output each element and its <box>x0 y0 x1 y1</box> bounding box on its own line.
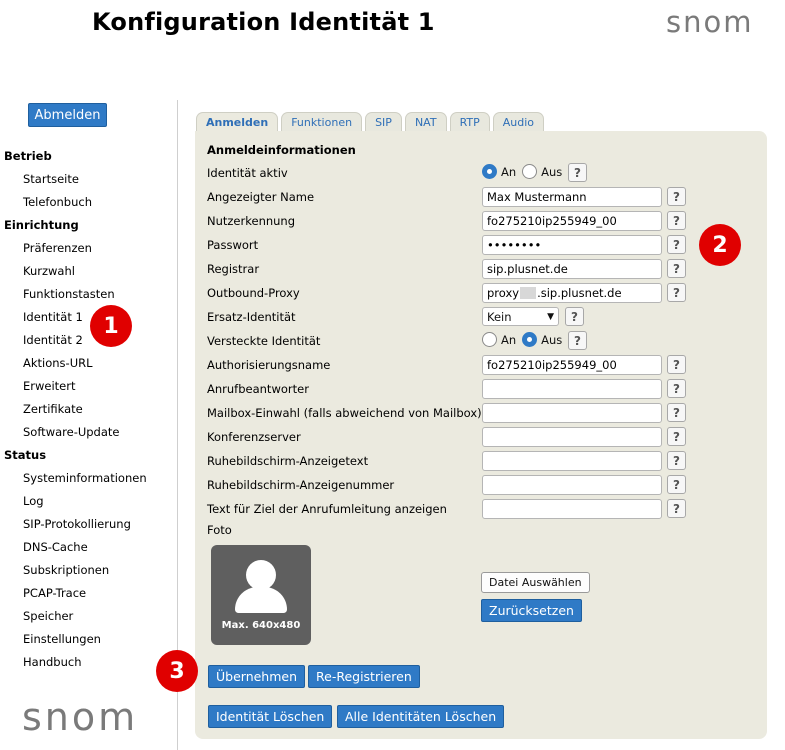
avatar-head-icon <box>246 560 276 590</box>
sidebar-item[interactable]: Log <box>23 494 44 508</box>
field-label: Angezeigter Name <box>207 190 315 204</box>
help-icon[interactable]: ? <box>667 379 686 398</box>
sidebar-section-status: Status <box>4 448 47 462</box>
sidebar-item[interactable]: Subskriptionen <box>23 563 110 577</box>
sidebar-item[interactable]: Aktions-URL <box>23 356 93 370</box>
input-value: fo275210ip255949_00 <box>487 214 617 228</box>
text-input[interactable] <box>482 211 662 231</box>
redacted-segment <box>520 287 536 299</box>
field-label: Authorisierungsname <box>207 358 331 372</box>
radio-aus[interactable] <box>522 332 537 347</box>
input-value-suffix: .sip.plusnet.de <box>537 286 622 300</box>
radio-group <box>482 332 568 347</box>
select-value: Kein <box>487 309 512 324</box>
help-icon[interactable]: ? <box>667 259 686 278</box>
page-title: Konfiguration Identität 1 <box>92 8 435 36</box>
text-input[interactable] <box>482 427 662 447</box>
sidebar-item[interactable]: Identität 1 <box>23 310 83 324</box>
sidebar-item[interactable]: Startseite <box>23 172 79 186</box>
logout-button[interactable]: Abmelden <box>28 103 107 127</box>
text-input[interactable] <box>482 187 662 207</box>
input-value: sip.plusnet.de <box>487 262 568 276</box>
field-label: Ersatz-Identität <box>207 310 296 324</box>
tab-rtp[interactable]: RTP <box>450 112 490 132</box>
sidebar-item[interactable]: Kurzwahl <box>23 264 75 278</box>
help-icon[interactable]: ? <box>667 283 686 302</box>
radio-an[interactable] <box>482 332 497 347</box>
photo-placeholder <box>211 545 311 645</box>
help-icon[interactable]: ? <box>667 235 686 254</box>
sidebar-section-betrieb: Betrieb <box>4 149 52 163</box>
sidebar-item[interactable]: Handbuch <box>23 655 82 669</box>
sidebar-item[interactable]: PCAP-Trace <box>23 586 87 600</box>
snom-logo-bottom: snom <box>22 695 139 739</box>
settings-panel <box>195 131 767 739</box>
help-icon[interactable]: ? <box>667 355 686 374</box>
reset-photo-button[interactable]: Zurücksetzen <box>481 599 582 622</box>
sidebar-item[interactable]: Funktionstasten <box>23 287 115 301</box>
radio-label: An <box>501 164 517 179</box>
text-input[interactable] <box>482 403 662 423</box>
radio-label: Aus <box>541 164 563 179</box>
avatar-body-icon <box>235 587 287 613</box>
sidebar-item[interactable]: Erweitert <box>23 379 76 393</box>
help-icon[interactable]: ? <box>565 307 584 326</box>
field-label: Registrar <box>207 262 260 276</box>
help-icon[interactable]: ? <box>667 427 686 446</box>
text-input[interactable] <box>482 451 662 471</box>
help-icon[interactable]: ? <box>667 187 686 206</box>
tab-audio[interactable]: Audio <box>493 112 544 132</box>
input-value: •••••••• <box>487 238 542 252</box>
field-label: Text für Ziel der Anrufumleitung anzeigen <box>207 502 447 516</box>
radio-an[interactable] <box>482 164 497 179</box>
section-heading: Anmeldeinformationen <box>207 143 356 157</box>
reregister-button[interactable]: Re-Registrieren <box>308 665 420 688</box>
field-label: Identität aktiv <box>207 166 288 180</box>
help-icon[interactable]: ? <box>667 403 686 422</box>
help-icon[interactable]: ? <box>667 451 686 470</box>
sidebar-item[interactable]: DNS-Cache <box>23 540 88 554</box>
sidebar-item[interactable]: Software-Update <box>23 425 120 439</box>
field-label: Konferenzserver <box>207 430 301 444</box>
input-value: Max Mustermann <box>487 190 587 204</box>
radio-group <box>482 164 568 179</box>
tab-nat[interactable]: NAT <box>405 112 447 132</box>
annotation-badge-1: 1 <box>90 305 132 347</box>
radio-label: An <box>501 332 517 347</box>
snom-logo-top: snom <box>666 5 754 39</box>
text-input[interactable] <box>482 499 662 519</box>
sidebar-item[interactable]: Präferenzen <box>23 241 92 255</box>
tab-sip[interactable]: SIP <box>365 112 402 132</box>
field-label: Nutzerkennung <box>207 214 296 228</box>
sidebar-item[interactable]: Einstellungen <box>23 632 101 646</box>
tab-anmelden[interactable]: Anmelden <box>196 112 278 132</box>
text-input[interactable] <box>482 235 662 255</box>
sidebar-item[interactable]: Speicher <box>23 609 74 623</box>
delete-all-identities-button[interactable]: Alle Identitäten Löschen <box>337 705 504 728</box>
delete-identity-button[interactable]: Identität Löschen <box>208 705 332 728</box>
sidebar-item[interactable]: Identität 2 <box>23 333 83 347</box>
help-icon[interactable]: ? <box>667 211 686 230</box>
field-label: Ruhebildschirm-Anzeigetext <box>207 454 369 468</box>
field-label: Anrufbeantworter <box>207 382 309 396</box>
radio-label: Aus <box>541 332 563 347</box>
input-value: fo275210ip255949_00 <box>487 358 617 372</box>
input-value: proxy <box>487 286 520 300</box>
text-input[interactable] <box>482 475 662 495</box>
sidebar-item[interactable]: Systeminformationen <box>23 471 147 485</box>
help-icon[interactable]: ? <box>667 475 686 494</box>
help-icon[interactable]: ? <box>568 331 587 350</box>
field-label: Outbound-Proxy <box>207 286 300 300</box>
help-icon[interactable]: ? <box>667 499 686 518</box>
radio-aus[interactable] <box>522 164 537 179</box>
text-input[interactable] <box>482 283 662 303</box>
tab-funktionen[interactable]: Funktionen <box>281 112 362 132</box>
sidebar-item[interactable]: Zertifikate <box>23 402 83 416</box>
photo-size-caption: Max. 640x480 <box>221 620 301 631</box>
choose-file-button[interactable]: Datei Auswählen <box>481 572 590 593</box>
fallback-identity-select[interactable] <box>482 307 559 326</box>
sidebar-item[interactable]: Telefonbuch <box>23 195 92 209</box>
text-input[interactable] <box>482 379 662 399</box>
sidebar-item[interactable]: SIP-Protokollierung <box>23 517 131 531</box>
field-label: Versteckte Identität <box>207 334 321 348</box>
chevron-down-icon: ▼ <box>547 311 554 322</box>
annotation-badge-3: 3 <box>156 650 198 692</box>
photo-label: Foto <box>207 523 232 537</box>
text-input[interactable] <box>482 355 662 375</box>
tab-bar <box>196 112 547 132</box>
sidebar-section-einrichtung: Einrichtung <box>4 218 79 232</box>
annotation-badge-2: 2 <box>699 224 741 266</box>
apply-button[interactable]: Übernehmen <box>208 665 305 688</box>
field-label: Mailbox-Einwahl (falls abweichend von Mailbox) <box>207 406 482 420</box>
field-label: Ruhebildschirm-Anzeigenummer <box>207 478 395 492</box>
help-icon[interactable]: ? <box>568 163 587 182</box>
field-label: Passwort <box>207 238 259 252</box>
text-input[interactable] <box>482 259 662 279</box>
